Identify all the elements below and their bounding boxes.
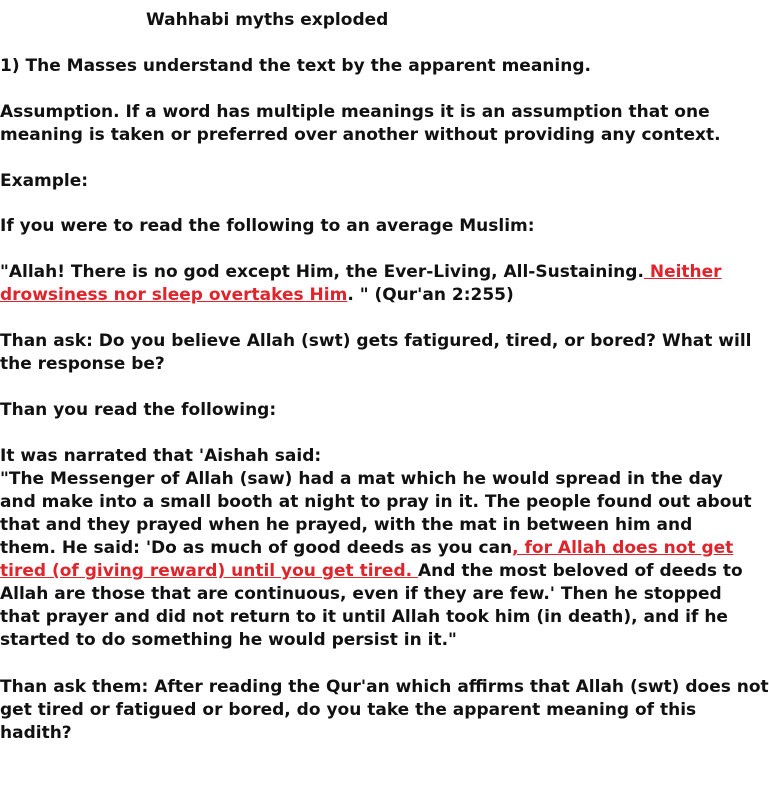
quran-quote-highlight-2: drowsiness nor sleep overtakes Him [0, 285, 348, 305]
hadith-line-2: and make into a small booth at night to pray in it. The people found out about [0, 492, 752, 512]
hadith-line-3: that and they prayed when he prayed, with the mat in between him and [0, 515, 693, 535]
hadith-line-1: "The Messenger of Allah (saw) had a mat which he would spread in the day [0, 469, 723, 489]
quran-quote-plain-1: "Allah! There is no god except Him, the Ever-Living, All-Sustaining. [0, 262, 644, 282]
heading-line: 1) The Masses understand the text by the apparent meaning. [0, 56, 591, 76]
hadith-line-8: started to do something he would persist in it." [0, 630, 457, 650]
intro-paragraph [0, 215, 760, 238]
assumption-line-1: Assumption. If a word has multiple meanings it is an assumption that one [0, 102, 710, 122]
question-2-line-1: Than ask them: After reading the Qur'an which affirms that Allah (swt) does not [0, 677, 769, 697]
document-title: Wahhabi myths exploded [146, 10, 389, 30]
question-1-line-2: the response be? [0, 354, 165, 374]
quran-quote-paragraph [0, 261, 760, 307]
hadith-plain-5: And the most beloved of deeds to [418, 561, 743, 581]
section-heading [0, 55, 760, 78]
quran-quote-line-2 [0, 284, 760, 307]
then-read-paragraph [0, 399, 760, 422]
question-2-paragraph [0, 676, 769, 745]
intro-line: If you were to read the following to an average Muslim: [0, 216, 535, 236]
then-read-line: Than you read the following: [0, 400, 277, 420]
quran-quote-line-1 [0, 261, 760, 284]
hadith-line-5 [0, 560, 760, 583]
assumption-line-2: meaning is taken or preferred over another without providing any context. [0, 125, 721, 145]
question-2-line-2: get tired or fatigued or bored, do you take the apparent meaning of this [0, 700, 697, 720]
hadith-plain-4: them. He said: 'Do as much of good deeds as you can [0, 538, 513, 558]
example-label [0, 170, 760, 193]
question-1-paragraph [0, 330, 760, 376]
hadith-line-6: Allah are those that are continuous, even if they are few.' Then he stopped [0, 584, 722, 604]
hadith-line-4 [0, 537, 760, 560]
hadith-line-7: that prayer and did not return to it until Allah took him (in death), and if he [0, 607, 728, 627]
quran-quote-plain-2: . " (Qur'an 2:255) [347, 285, 514, 305]
assumption-paragraph [0, 101, 760, 147]
narration-intro-line: It was narrated that 'Aishah said: [0, 446, 322, 466]
hadith-highlight-5: tired (of giving reward) until you get tired. [0, 561, 418, 581]
question-1-line-1: Than ask: Do you believe Allah (swt) gets fatigured, tired, or bored? What will [0, 331, 752, 351]
hadith-paragraph [0, 445, 760, 652]
example-label-text: Example: [0, 171, 89, 191]
question-2-line-3: hadith? [0, 723, 72, 743]
quran-quote-highlight-1: Neither [643, 262, 722, 282]
hadith-highlight-4: , for Allah does not get [512, 538, 734, 558]
